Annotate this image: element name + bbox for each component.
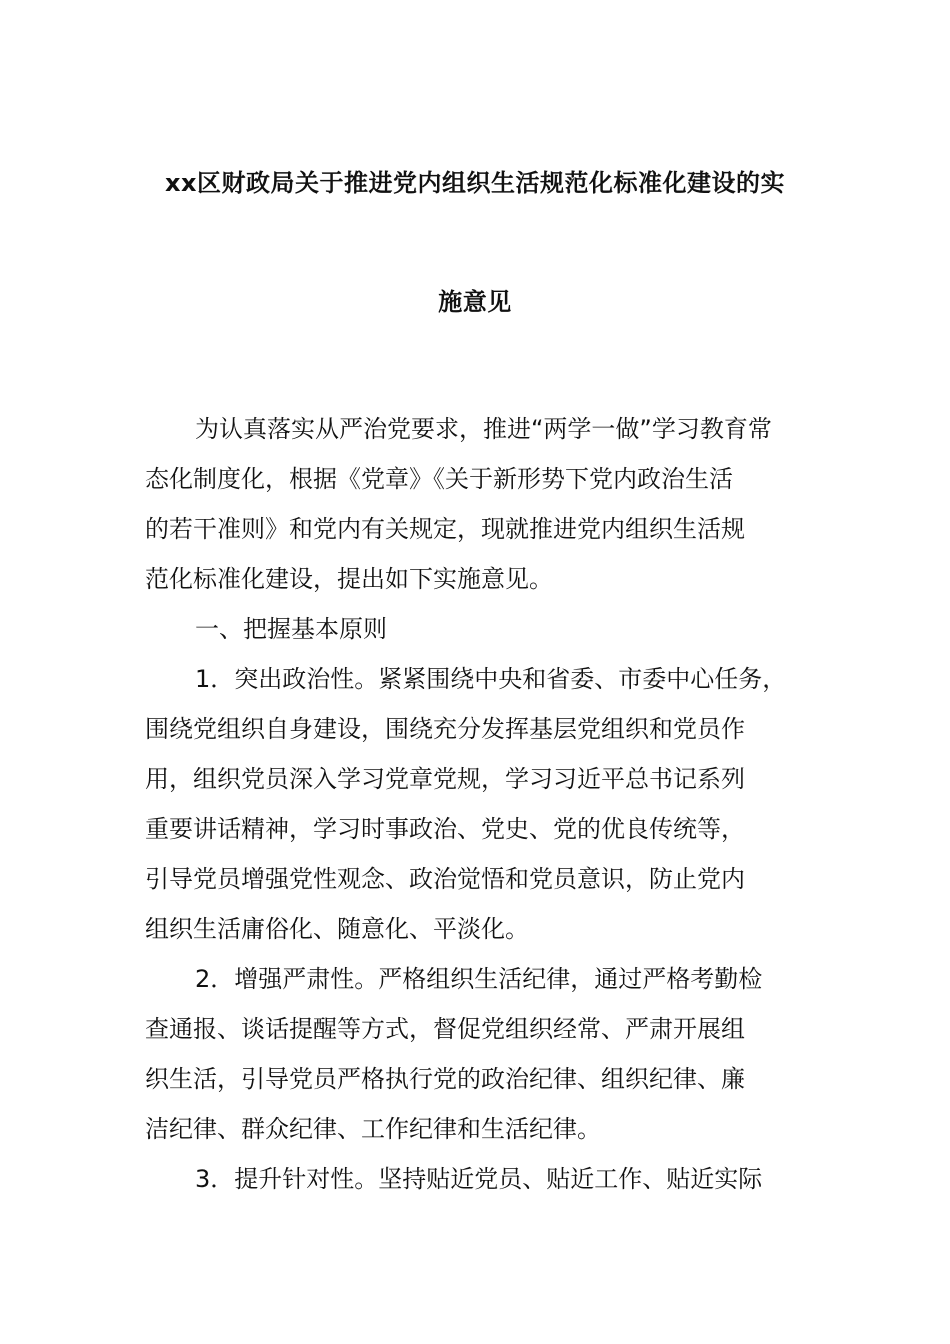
paragraph-line: 用，组织党员深入学习党章党规，学习习近平总书记系列 bbox=[145, 765, 745, 793]
paragraph-line: 态化制度化，根据《党章》《关于新形势下党内政治生活 bbox=[145, 465, 733, 493]
paragraph-line: 2．增强严肃性。严格组织生活纪律，通过严格考勤检 bbox=[195, 965, 763, 993]
paragraph-line: 为认真落实从严治党要求，推进“两学一做”学习教育常 bbox=[195, 415, 772, 443]
document-title-line-2: 施意见 bbox=[438, 288, 512, 316]
paragraph-line: 范化标准化建设，提出如下实施意见。 bbox=[145, 565, 553, 593]
paragraph-line: 洁纪律、群众纪律、工作纪律和生活纪律。 bbox=[145, 1115, 601, 1143]
paragraph-line: 围绕党组织自身建设，围绕充分发挥基层党组织和党员作 bbox=[145, 715, 745, 743]
paragraph-line: 3．提升针对性。坚持贴近党员、贴近工作、贴近实际 bbox=[195, 1165, 763, 1193]
paragraph-line: 织生活，引导党员严格执行党的政治纪律、组织纪律、廉 bbox=[145, 1065, 745, 1093]
paragraph-line: 1．突出政治性。紧紧围绕中央和省委、市委中心任务， bbox=[195, 665, 787, 693]
document-body bbox=[145, 404, 835, 1204]
paragraph-line: 引导党员增强党性观念、政治觉悟和党员意识，防止党内 bbox=[145, 865, 745, 893]
section-heading: 一、把握基本原则 bbox=[195, 615, 387, 643]
paragraph-line: 查通报、谈话提醒等方式，督促党组织经常、严肃开展组 bbox=[145, 1015, 745, 1043]
paragraph-line: 重要讲话精神，学习时事政治、党史、党的优良传统等， bbox=[145, 815, 745, 843]
document-title-line-1: xx区财政局关于推进党内组织生活规范化标准化建设的实 bbox=[165, 169, 785, 197]
paragraph-line: 的若干准则》和党内有关规定，现就推进党内组织生活规 bbox=[145, 515, 745, 543]
paragraph-line: 组织生活庸俗化、随意化、平淡化。 bbox=[145, 915, 529, 943]
